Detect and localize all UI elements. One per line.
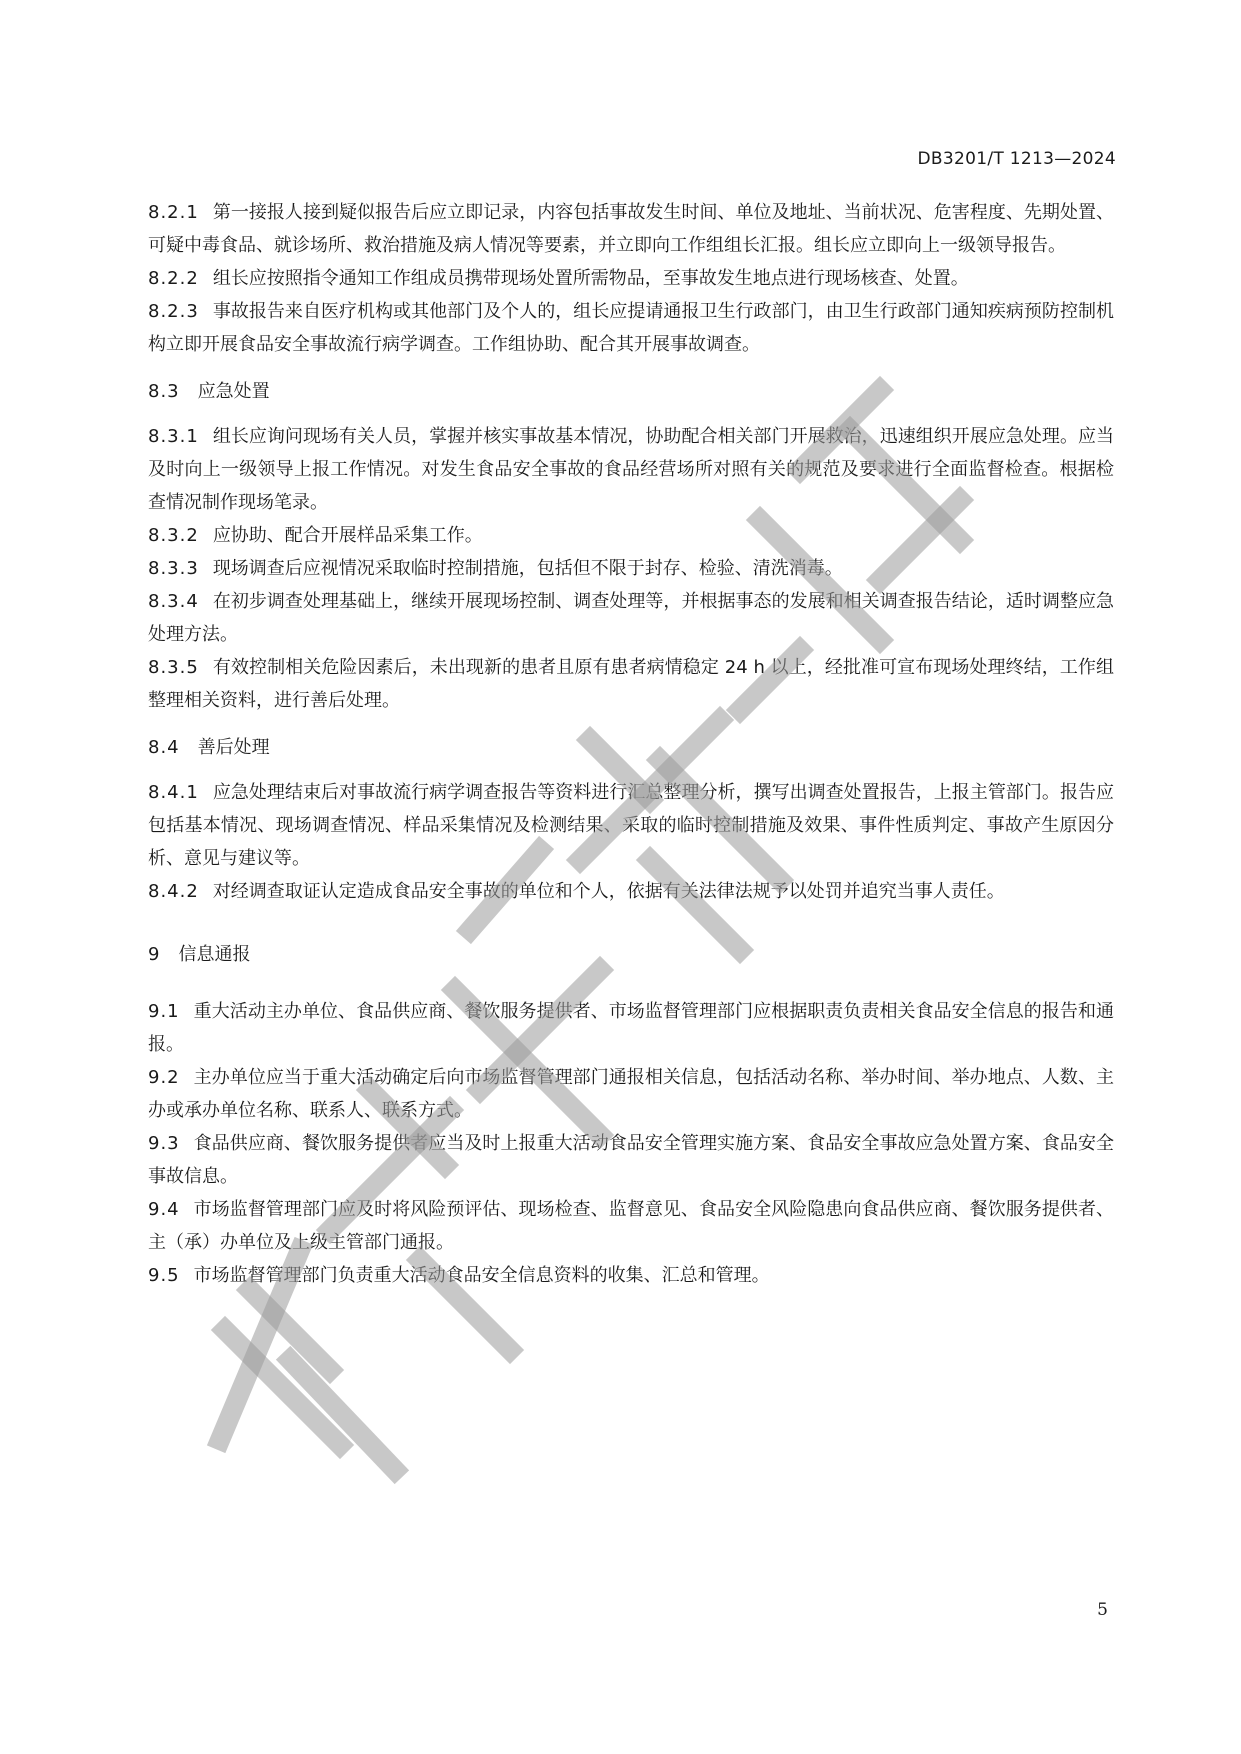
- clause-text: 事故报告来自医疗机构或其他部门及个人的，组长应提请通报卫生行政部门，由卫生行政部门通知疾病预防控制机构立即开展食品安全事故流行病学调查。工作组协助、配合其开展事故调查。: [148, 301, 1114, 355]
- heading-number: 9: [148, 944, 161, 965]
- page-number: 5: [1097, 1600, 1108, 1620]
- clause-9-3: [148, 1127, 1114, 1193]
- section-heading-9: [148, 938, 1114, 971]
- clause-number: 8.2.1: [148, 202, 199, 223]
- clause-8-4-2: [148, 875, 1114, 908]
- clause-number: 8.2.2: [148, 268, 199, 289]
- clause-number: 9.1: [148, 1001, 180, 1022]
- clause-text: 食品供应商、餐饮服务提供者应当及时上报重大活动食品安全管理实施方案、食品安全事故应急处置方案、食品安全事故信息。: [148, 1133, 1114, 1187]
- clause-9-1: [148, 995, 1114, 1061]
- clause-number: 9.5: [148, 1265, 180, 1286]
- clause-number: 9.2: [148, 1067, 180, 1088]
- clause-number: 8.3.1: [148, 426, 199, 447]
- clause-number: 8.3.4: [148, 591, 199, 612]
- clause-text: 组长应询问现场有关人员，掌握并核实事故基本情况，协助配合相关部门开展救治，迅速组织开展应急处理。应当及时向上一级领导上报工作情况。对发生食品安全事故的食品经营场所对照有关的规范及要求进行全面监督检查。根据检查情况制作现场笔录。: [148, 426, 1114, 513]
- clause-text: 应协助、配合开展样品采集工作。: [212, 525, 483, 546]
- heading-text: 信息通报: [178, 944, 251, 965]
- clause-8-2-2: [148, 262, 1114, 295]
- clause-text: 市场监督管理部门负责重大活动食品安全信息资料的收集、汇总和管理。: [193, 1265, 770, 1286]
- section-heading-8-4: [148, 731, 1114, 764]
- clause-text: 应急处理结束后对事故流行病学调查报告等资料进行汇总整理分析，撰写出调查处置报告，上报主管部门。报告应包括基本情况、现场调查情况、样品采集情况及检测结果、采取的临时控制措施及效果、事件性质判定、事故产生原因分析、意见与建议等。: [148, 782, 1114, 869]
- clause-8-4-1: [148, 776, 1114, 875]
- clause-number: 9.3: [148, 1133, 180, 1154]
- clause-8-3-2: [148, 519, 1114, 552]
- clause-8-3-1: [148, 420, 1114, 519]
- clause-number: 8.3.5: [148, 657, 199, 678]
- clause-text: 组长应按照指令通知工作组成员携带现场处置所需物品，至事故发生地点进行现场核查、处置。: [212, 268, 969, 289]
- document-body: [148, 196, 1114, 1292]
- heading-number: 8.3: [148, 381, 180, 402]
- clause-number: 8.2.3: [148, 301, 199, 322]
- clause-text: 有效控制相关危险因素后，未出现新的患者且原有患者病情稳定 24 h 以上，经批准可宣布现场处理终结，工作组整理相关资料，进行善后处理。: [148, 657, 1114, 711]
- heading-number: 8.4: [148, 737, 180, 758]
- section-heading-8-3: [148, 375, 1114, 408]
- clause-8-2-3: [148, 295, 1114, 361]
- heading-text: 应急处置: [197, 381, 270, 402]
- clause-text: 市场监督管理部门应及时将风险预评估、现场检查、监督意见、食品安全风险隐患向食品供应商、餐饮服务提供者、主（承）办单位及上级主管部门通报。: [148, 1199, 1114, 1253]
- clause-text: 在初步调查处理基础上，继续开展现场控制、调查处理等，并根据事态的发展和相关调查报告结论，适时调整应急处理方法。: [148, 591, 1114, 645]
- clause-8-3-4: [148, 585, 1114, 651]
- heading-text: 善后处理: [197, 737, 270, 758]
- clause-9-5: [148, 1259, 1114, 1292]
- clause-number: 8.4.2: [148, 881, 199, 902]
- clause-number: 8.3.3: [148, 558, 199, 579]
- clause-9-4: [148, 1193, 1114, 1259]
- clause-8-3-5: [148, 651, 1114, 717]
- clause-text: 对经调查取证认定造成食品安全事故的单位和个人，依据有关法律法规予以处罚并追究当事人责任。: [212, 881, 1005, 902]
- clause-number: 9.4: [148, 1199, 180, 1220]
- clause-8-2-1: [148, 196, 1114, 262]
- clause-text: 主办单位应当于重大活动确定后向市场监督管理部门通报相关信息，包括活动名称、举办时间、举办地点、人数、主办或承办单位名称、联系人、联系方式。: [148, 1067, 1114, 1121]
- document-code: DB3201/T 1213—2024: [917, 149, 1116, 169]
- clause-8-3-3: [148, 552, 1114, 585]
- clause-number: 8.3.2: [148, 525, 199, 546]
- clause-text: 现场调查后应视情况采取临时控制措施，包括但不限于封存、检验、清洗消毒。: [212, 558, 843, 579]
- clause-text: 第一接报人接到疑似报告后应立即记录，内容包括事故发生时间、单位及地址、当前状况、危害程度、先期处置、可疑中毒食品、就诊场所、救治措施及病人情况等要素，并立即向工作组组长汇报。组长应立即向上一级领导报告。: [148, 202, 1114, 256]
- clause-number: 8.4.1: [148, 782, 199, 803]
- clause-9-2: [148, 1061, 1114, 1127]
- clause-text: 重大活动主办单位、食品供应商、餐饮服务提供者、市场监督管理部门应根据职责负责相关食品安全信息的报告和通报。: [148, 1001, 1114, 1055]
